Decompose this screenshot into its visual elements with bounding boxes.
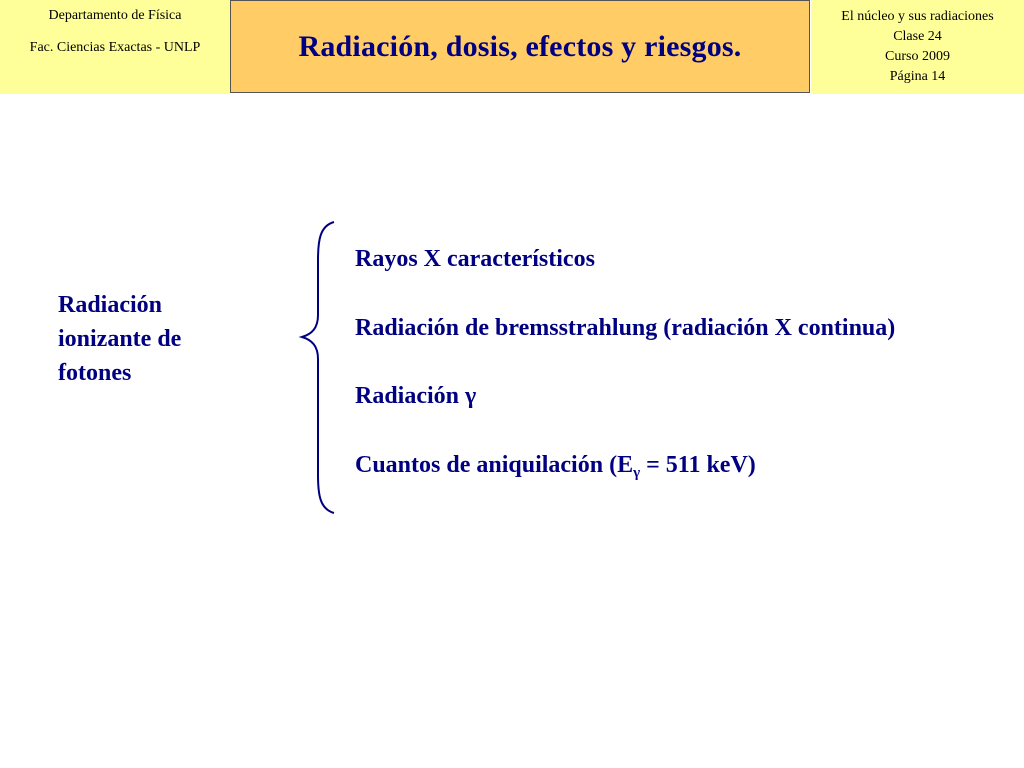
- course-topic-label: El núcleo y sus radiaciones: [841, 9, 994, 24]
- left-label-line-1: Radiación: [58, 292, 163, 318]
- department-label: Departamento de Física: [48, 8, 182, 23]
- page-number-label: Página 14: [889, 69, 946, 84]
- left-label-line-3: fotones: [58, 360, 132, 386]
- gamma-subscript: γ: [633, 465, 641, 481]
- curly-brace-icon: [298, 220, 338, 515]
- header-right-panel: [811, 0, 1024, 94]
- class-number-label: Clase 24: [893, 29, 942, 44]
- annihilation-prefix: Cuantos de aniquilación (E: [355, 452, 634, 478]
- header-left-panel: [0, 0, 230, 94]
- left-label-line-2: ionizante de: [58, 326, 182, 352]
- page-title: Radiación, dosis, efectos y riesgos.: [298, 29, 742, 63]
- course-year-label: Curso 2009: [885, 49, 950, 64]
- list-item: Radiación de bremsstrahlung (radiación X continua): [355, 315, 896, 341]
- list-item: [355, 452, 756, 482]
- annihilation-suffix: = 511 keV): [640, 452, 756, 478]
- header-title-panel: [230, 0, 810, 93]
- photon-radiation-label: [58, 288, 238, 390]
- faculty-label: Fac. Ciencias Exactas - UNLP: [29, 40, 201, 55]
- header-bar: [0, 0, 1024, 95]
- list-item: Radiación γ: [355, 383, 477, 409]
- list-item: Rayos X característicos: [355, 246, 595, 272]
